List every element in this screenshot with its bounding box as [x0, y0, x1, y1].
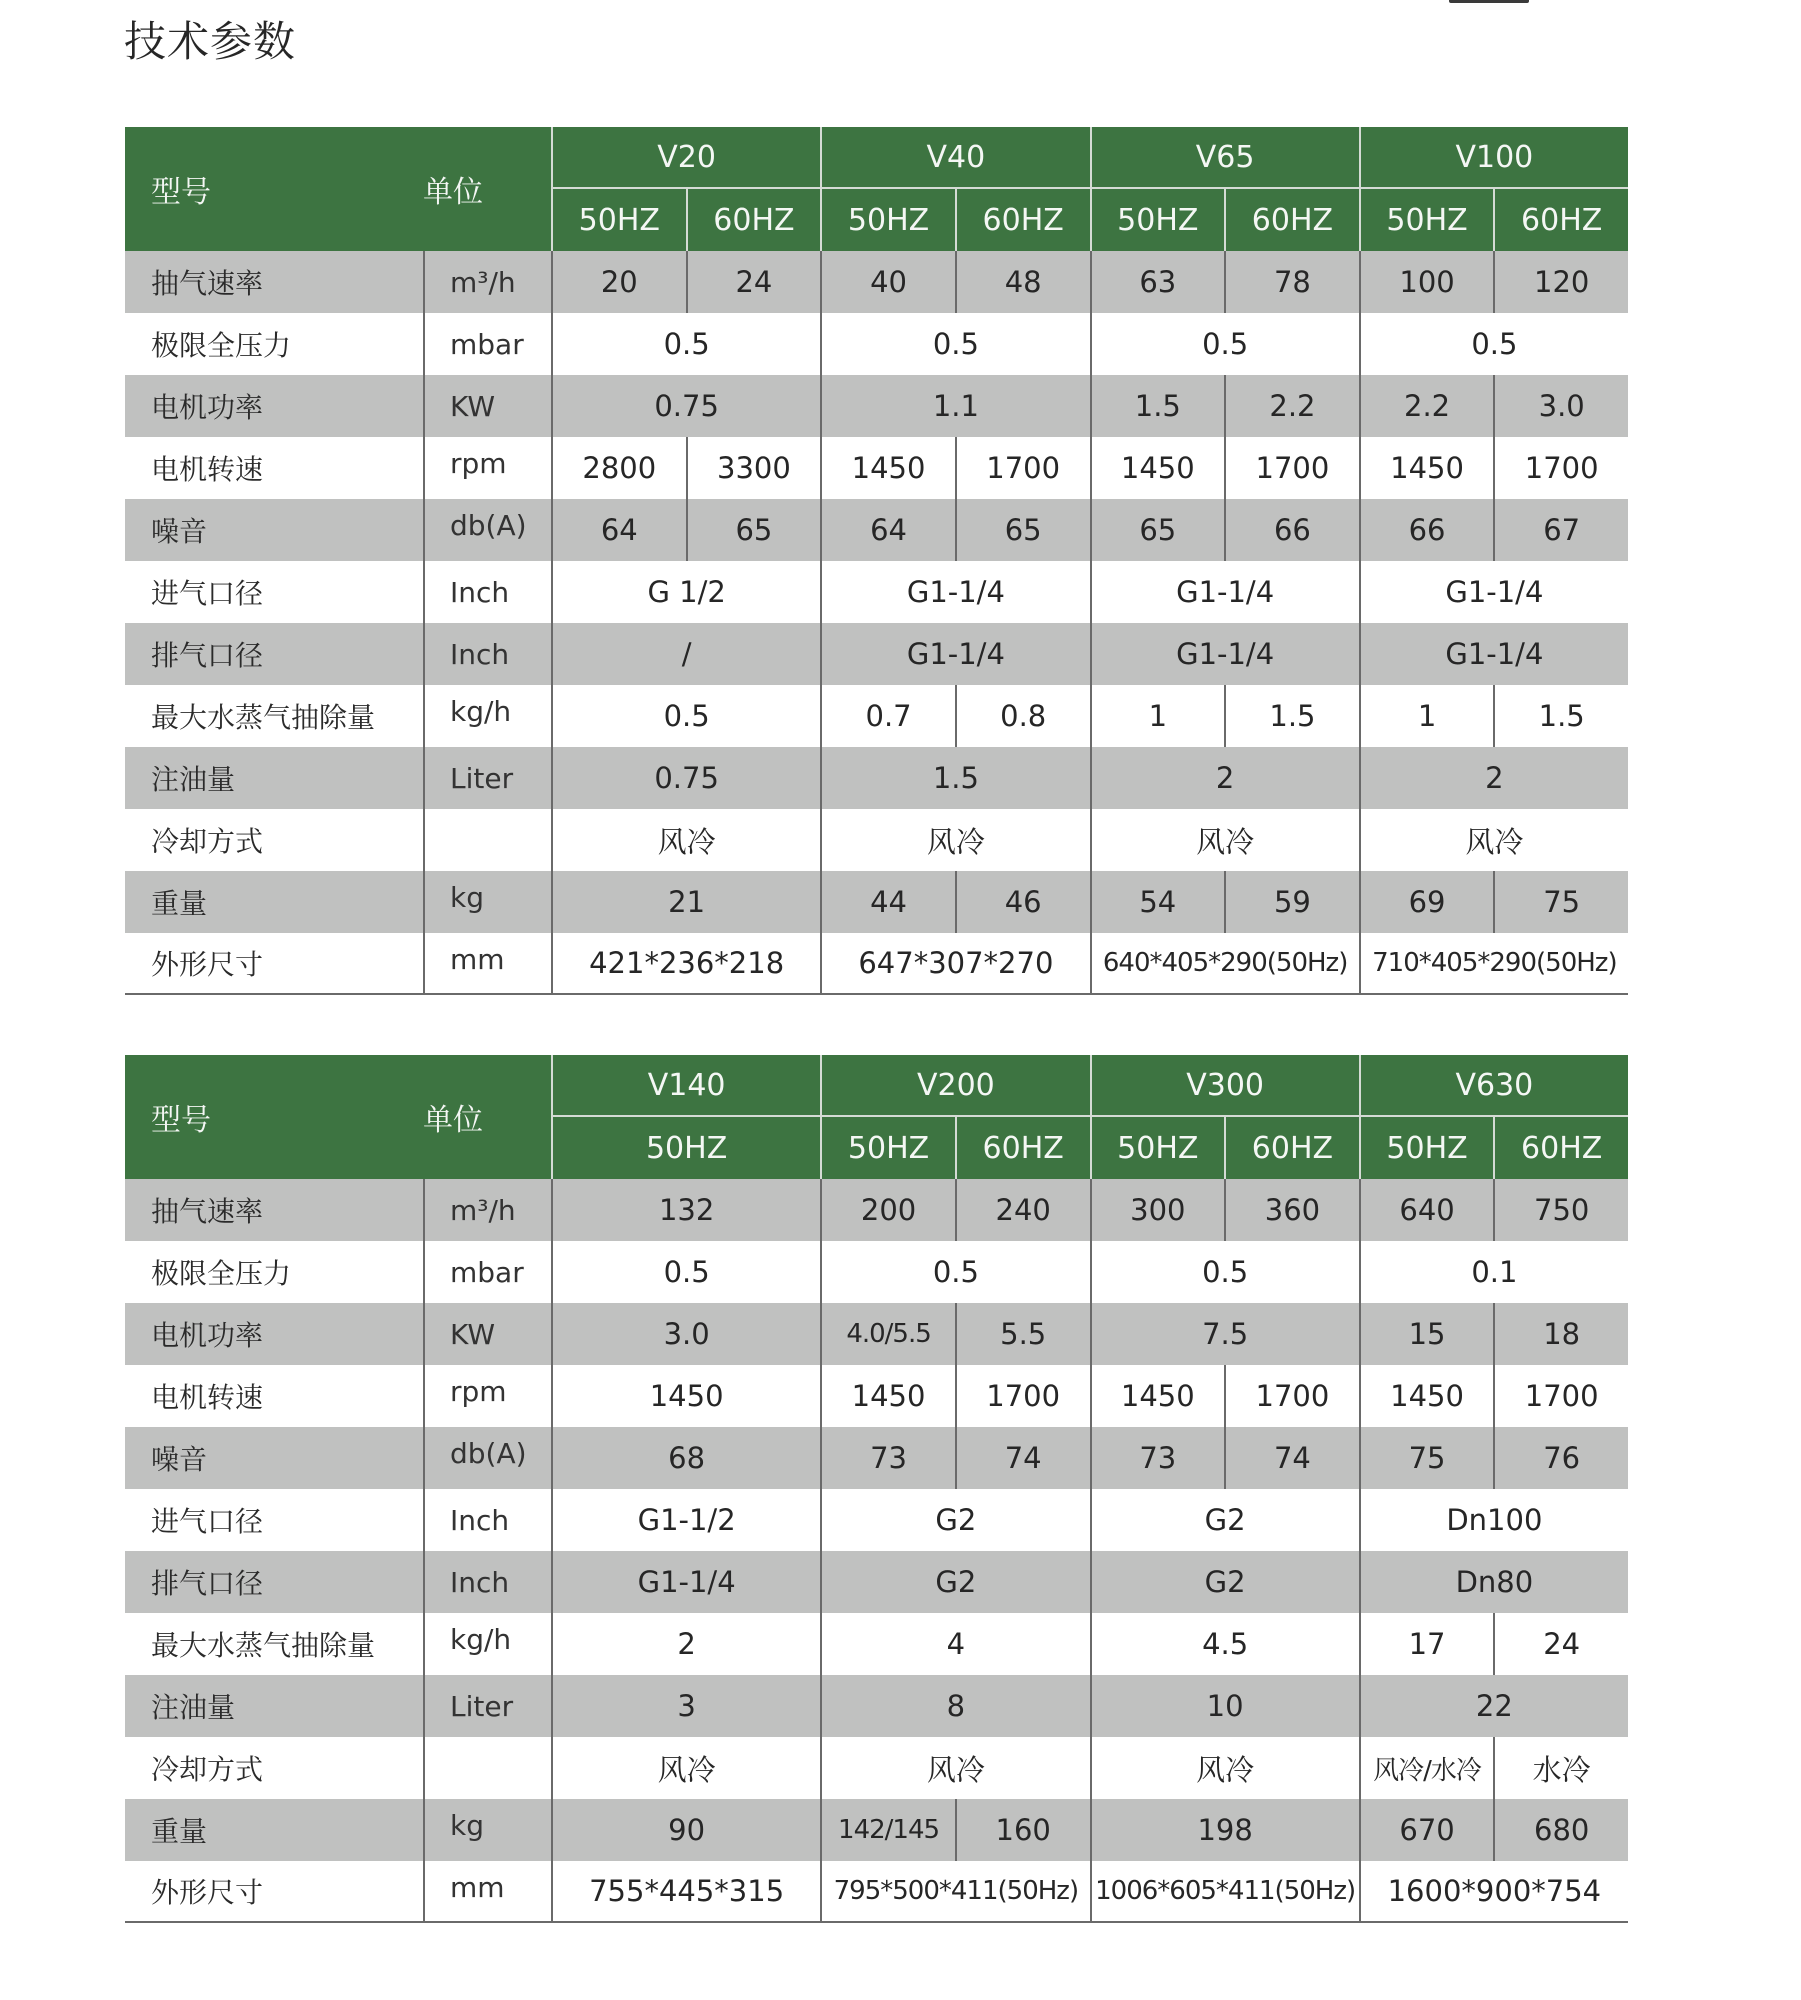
row-label: 抽气速率: [125, 251, 423, 313]
row-label: 最大水蒸气抽除量: [125, 685, 423, 747]
value-cell: 0.5: [551, 685, 820, 747]
row-label: 冷却方式: [125, 1737, 423, 1799]
row-unit: kg/h: [423, 1613, 551, 1675]
spec-table-2: [125, 1055, 1628, 1923]
value-cell: 66: [1224, 499, 1359, 561]
value-cell: 1450: [1090, 1365, 1225, 1427]
value-cell: 水冷: [1493, 1737, 1628, 1799]
value-cell: G2: [820, 1551, 1089, 1613]
row-label: 进气口径: [125, 561, 423, 623]
value-cell: 78: [1224, 251, 1359, 313]
value-cell: 64: [551, 499, 686, 561]
header-model-v140: V140: [551, 1055, 820, 1117]
value-cell: 647*307*270: [820, 933, 1089, 995]
value-cell: 710*405*290(50Hz): [1359, 933, 1628, 995]
value-cell: 1.1: [820, 375, 1089, 437]
value-cell: Dn100: [1359, 1489, 1628, 1551]
header-frequency: 50HZ: [551, 1117, 820, 1179]
value-cell: 2: [1359, 747, 1628, 809]
row-label: 排气口径: [125, 623, 423, 685]
value-cell: 1700: [1224, 1365, 1359, 1427]
header-model-v300: V300: [1090, 1055, 1359, 1117]
value-cell: 风冷: [1090, 1737, 1359, 1799]
value-cell: 1450: [1090, 437, 1225, 499]
spec-table-1: [125, 127, 1628, 995]
row-unit: kg/h: [423, 685, 551, 747]
value-cell: 7.5: [1090, 1303, 1359, 1365]
value-cell: 73: [820, 1427, 955, 1489]
row-label: 最大水蒸气抽除量: [125, 1613, 423, 1675]
value-cell: 0.5: [820, 1241, 1089, 1303]
row-unit: kg: [423, 1799, 551, 1861]
value-cell: 24: [1493, 1613, 1628, 1675]
header-model-v630: V630: [1359, 1055, 1628, 1117]
value-cell: G2: [1090, 1551, 1359, 1613]
row-unit: Liter: [423, 1675, 551, 1737]
value-cell: 15: [1359, 1303, 1494, 1365]
value-cell: 240: [955, 1179, 1090, 1241]
value-cell: 640: [1359, 1179, 1494, 1241]
value-cell: 风冷: [1090, 809, 1359, 871]
header-frequency: 50HZ: [1359, 1117, 1494, 1179]
value-cell: 1700: [1493, 437, 1628, 499]
value-cell: 0.5: [820, 313, 1089, 375]
row-unit: mbar: [423, 1241, 551, 1303]
row-unit: KW: [423, 1303, 551, 1365]
value-cell: 421*236*218: [551, 933, 820, 995]
value-cell: 1.5: [1493, 685, 1628, 747]
value-cell: 风冷/水冷: [1359, 1737, 1494, 1799]
value-cell: 1700: [1224, 437, 1359, 499]
header-model-v200: V200: [820, 1055, 1089, 1117]
value-cell: G2: [820, 1489, 1089, 1551]
row-label: 重量: [125, 871, 423, 933]
value-cell: 120: [1493, 251, 1628, 313]
row-unit: Inch: [423, 1489, 551, 1551]
value-cell: 74: [955, 1427, 1090, 1489]
value-cell: 100: [1359, 251, 1494, 313]
header-frequency: 50HZ: [1090, 189, 1225, 251]
value-cell: 1: [1359, 685, 1494, 747]
value-cell: 0.5: [551, 313, 820, 375]
row-label: 重量: [125, 1799, 423, 1861]
row-label: 排气口径: [125, 1551, 423, 1613]
value-cell: 670: [1359, 1799, 1494, 1861]
value-cell: 67: [1493, 499, 1628, 561]
value-cell: 1.5: [1224, 685, 1359, 747]
row-label: 电机转速: [125, 1365, 423, 1427]
value-cell: 0.5: [1359, 313, 1628, 375]
header-model-label: 型号: [125, 127, 423, 251]
value-cell: 0.1: [1359, 1241, 1628, 1303]
header-model-v65: V65: [1090, 127, 1359, 189]
value-cell: 680: [1493, 1799, 1628, 1861]
row-label: 电机功率: [125, 375, 423, 437]
row-unit: db(A): [423, 1427, 551, 1489]
value-cell: 1700: [955, 437, 1090, 499]
header-frequency: 60HZ: [1493, 1117, 1628, 1179]
value-cell: 2.2: [1224, 375, 1359, 437]
row-unit: mm: [423, 1861, 551, 1923]
header-unit-label: 单位: [423, 127, 551, 251]
value-cell: G1-1/4: [551, 1551, 820, 1613]
value-cell: 5.5: [955, 1303, 1090, 1365]
value-cell: 0.5: [1090, 313, 1359, 375]
value-cell: 1.5: [820, 747, 1089, 809]
value-cell: 2: [551, 1613, 820, 1675]
value-cell: 74: [1224, 1427, 1359, 1489]
value-cell: 46: [955, 871, 1090, 933]
header-unit-label: 单位: [423, 1055, 551, 1179]
row-label: 抽气速率: [125, 1179, 423, 1241]
row-unit: kg: [423, 871, 551, 933]
value-cell: G1-1/4: [820, 561, 1089, 623]
top-edge-mark: [1449, 0, 1529, 3]
value-cell: /: [551, 623, 820, 685]
value-cell: 65: [686, 499, 821, 561]
value-cell: 21: [551, 871, 820, 933]
value-cell: G1-1/4: [1359, 623, 1628, 685]
row-label: 极限全压力: [125, 1241, 423, 1303]
row-label: 注油量: [125, 747, 423, 809]
value-cell: 63: [1090, 251, 1225, 313]
row-unit: rpm: [423, 437, 551, 499]
row-label: 注油量: [125, 1675, 423, 1737]
value-cell: 1450: [820, 437, 955, 499]
value-cell: 750: [1493, 1179, 1628, 1241]
value-cell: 300: [1090, 1179, 1225, 1241]
value-cell: 1450: [1359, 437, 1494, 499]
page-title: 技术参数: [124, 17, 297, 66]
row-unit: Liter: [423, 747, 551, 809]
value-cell: 640*405*290(50Hz): [1090, 933, 1359, 995]
value-cell: 160: [955, 1799, 1090, 1861]
row-unit: db(A): [423, 499, 551, 561]
value-cell: 3: [551, 1675, 820, 1737]
value-cell: G1-1/4: [1090, 623, 1359, 685]
header-frequency: 50HZ: [551, 189, 686, 251]
header-frequency: 50HZ: [1359, 189, 1494, 251]
value-cell: 142/145: [820, 1799, 955, 1861]
value-cell: G 1/2: [551, 561, 820, 623]
header-model-v20: V20: [551, 127, 820, 189]
header-frequency: 50HZ: [820, 189, 955, 251]
value-cell: 44: [820, 871, 955, 933]
value-cell: 1: [1090, 685, 1225, 747]
row-unit: m³/h: [423, 251, 551, 313]
value-cell: 0.8: [955, 685, 1090, 747]
value-cell: 48: [955, 251, 1090, 313]
row-unit: rpm: [423, 1365, 551, 1427]
value-cell: 1450: [1359, 1365, 1494, 1427]
value-cell: 0.75: [551, 747, 820, 809]
value-cell: 3.0: [1493, 375, 1628, 437]
row-label: 极限全压力: [125, 313, 423, 375]
value-cell: 64: [820, 499, 955, 561]
row-unit: m³/h: [423, 1179, 551, 1241]
value-cell: 0.5: [551, 1241, 820, 1303]
header-model-v40: V40: [820, 127, 1089, 189]
row-label: 噪音: [125, 1427, 423, 1489]
value-cell: 风冷: [1359, 809, 1628, 871]
row-label: 噪音: [125, 499, 423, 561]
row-label: 外形尺寸: [125, 1861, 423, 1923]
value-cell: 755*445*315: [551, 1861, 820, 1923]
value-cell: 68: [551, 1427, 820, 1489]
row-unit: [423, 809, 551, 871]
row-label: 电机功率: [125, 1303, 423, 1365]
row-label: 进气口径: [125, 1489, 423, 1551]
row-unit: Inch: [423, 561, 551, 623]
value-cell: 200: [820, 1179, 955, 1241]
value-cell: 65: [955, 499, 1090, 561]
value-cell: G1-1/4: [820, 623, 1089, 685]
value-cell: 0.75: [551, 375, 820, 437]
value-cell: 75: [1493, 871, 1628, 933]
value-cell: 17: [1359, 1613, 1494, 1675]
value-cell: 10: [1090, 1675, 1359, 1737]
value-cell: 24: [686, 251, 821, 313]
row-unit: mbar: [423, 313, 551, 375]
header-frequency: 60HZ: [955, 1117, 1090, 1179]
value-cell: G1-1/4: [1359, 561, 1628, 623]
value-cell: 8: [820, 1675, 1089, 1737]
value-cell: 2.2: [1359, 375, 1494, 437]
value-cell: 风冷: [820, 1737, 1089, 1799]
row-label: 冷却方式: [125, 809, 423, 871]
value-cell: 1006*605*411(50Hz): [1090, 1861, 1359, 1923]
row-unit: KW: [423, 375, 551, 437]
value-cell: 132: [551, 1179, 820, 1241]
value-cell: 795*500*411(50Hz): [820, 1861, 1089, 1923]
value-cell: 1700: [955, 1365, 1090, 1427]
header-frequency: 60HZ: [955, 189, 1090, 251]
value-cell: 22: [1359, 1675, 1628, 1737]
value-cell: 2800: [551, 437, 686, 499]
value-cell: 54: [1090, 871, 1225, 933]
value-cell: 风冷: [551, 809, 820, 871]
header-frequency: 50HZ: [820, 1117, 955, 1179]
value-cell: 65: [1090, 499, 1225, 561]
row-label: 外形尺寸: [125, 933, 423, 995]
value-cell: 73: [1090, 1427, 1225, 1489]
value-cell: 1700: [1493, 1365, 1628, 1427]
value-cell: 4: [820, 1613, 1089, 1675]
value-cell: 20: [551, 251, 686, 313]
value-cell: 1450: [820, 1365, 955, 1427]
row-unit: mm: [423, 933, 551, 995]
value-cell: 4.0/5.5: [820, 1303, 955, 1365]
row-unit: Inch: [423, 623, 551, 685]
value-cell: 75: [1359, 1427, 1494, 1489]
row-unit: Inch: [423, 1551, 551, 1613]
header-frequency: 60HZ: [1224, 189, 1359, 251]
value-cell: 18: [1493, 1303, 1628, 1365]
header-frequency: 60HZ: [686, 189, 821, 251]
value-cell: 59: [1224, 871, 1359, 933]
value-cell: Dn80: [1359, 1551, 1628, 1613]
value-cell: 90: [551, 1799, 820, 1861]
header-model-v100: V100: [1359, 127, 1628, 189]
row-label: 电机转速: [125, 437, 423, 499]
value-cell: 40: [820, 251, 955, 313]
value-cell: 1.5: [1090, 375, 1225, 437]
value-cell: G2: [1090, 1489, 1359, 1551]
value-cell: 风冷: [551, 1737, 820, 1799]
value-cell: 4.5: [1090, 1613, 1359, 1675]
value-cell: 0.7: [820, 685, 955, 747]
value-cell: 198: [1090, 1799, 1359, 1861]
value-cell: 1600*900*754: [1359, 1861, 1628, 1923]
value-cell: 3.0: [551, 1303, 820, 1365]
value-cell: 66: [1359, 499, 1494, 561]
header-model-label: 型号: [125, 1055, 423, 1179]
header-frequency: 60HZ: [1493, 189, 1628, 251]
value-cell: 3300: [686, 437, 821, 499]
value-cell: 1450: [551, 1365, 820, 1427]
header-frequency: 50HZ: [1090, 1117, 1225, 1179]
value-cell: 76: [1493, 1427, 1628, 1489]
row-unit: [423, 1737, 551, 1799]
value-cell: 360: [1224, 1179, 1359, 1241]
value-cell: 0.5: [1090, 1241, 1359, 1303]
value-cell: 2: [1090, 747, 1359, 809]
value-cell: G1-1/2: [551, 1489, 820, 1551]
value-cell: G1-1/4: [1090, 561, 1359, 623]
value-cell: 风冷: [820, 809, 1089, 871]
value-cell: 69: [1359, 871, 1494, 933]
header-frequency: 60HZ: [1224, 1117, 1359, 1179]
